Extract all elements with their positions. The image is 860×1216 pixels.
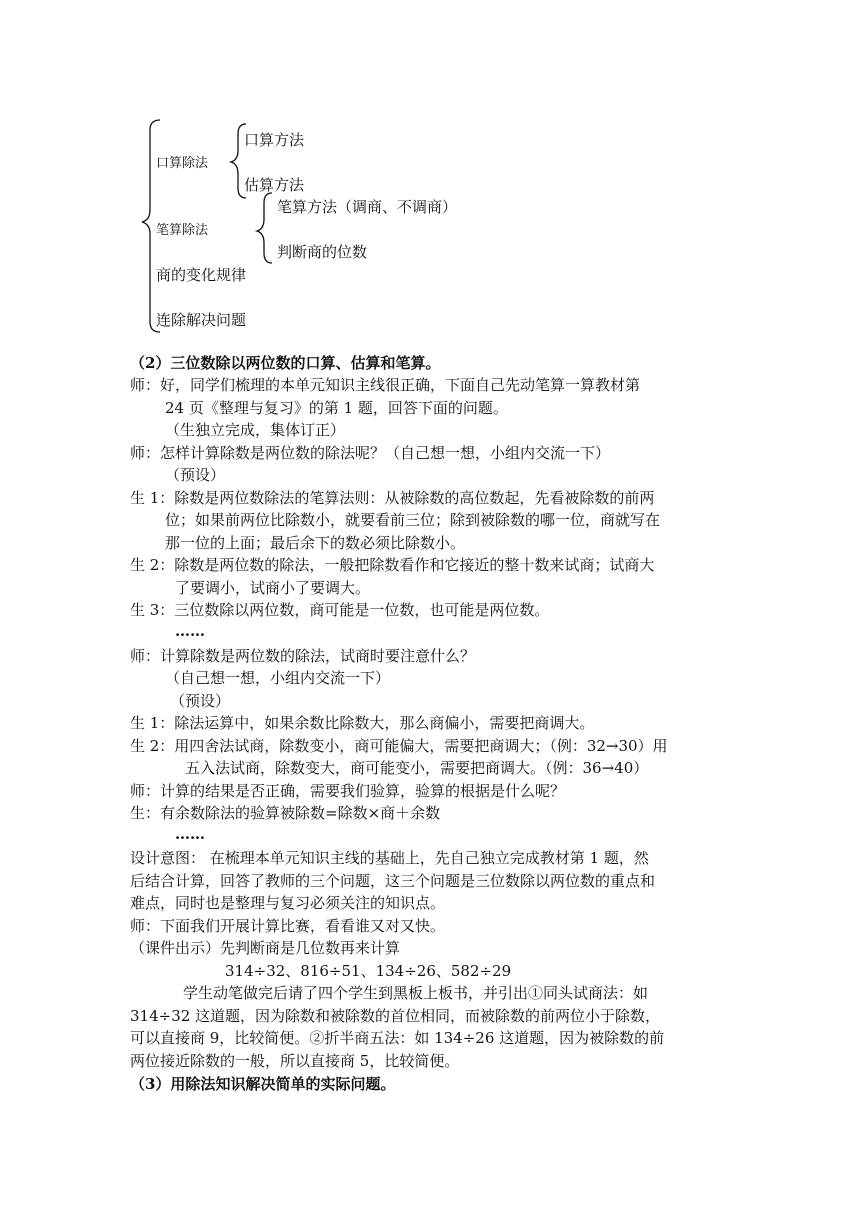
line-7: 位；如果前两位比除数小，就要看前三位；除到被除数的哪一位，商就写在 (165, 511, 661, 529)
line-12-ellipsis: …… (175, 622, 205, 640)
line-26: （课件出示）先判断商是几位数再来计算 (130, 939, 401, 957)
line-24: 难点，同时也是整理与复习必须关注的知识点。 (130, 894, 446, 912)
outline-oral-division: 口算除法 (156, 156, 209, 171)
line-6: 生 1：除数是两位数除法的笔算法则：从被除数的高位数起，先看被除数的前两 (130, 489, 655, 507)
line-31: 两位接近除数的一般，所以直接商 5，比较简便。 (130, 1052, 460, 1070)
line-17: 生 2：用四舍法试商，除数变小，商可能偏大，需要把商调大；（例：32→30）用 (130, 737, 668, 755)
line-28: 学生动笔做完后请了四个学生到黑板上板书，并引出①同头试商法：如 (183, 984, 649, 1002)
outline-written-division: 笔算除法 (156, 223, 209, 238)
line-11: 生 3：三位数除以两位数，商可能是一位数，也可能是两位数。 (130, 601, 550, 619)
line-3: （生独立完成，集体订正） (165, 421, 346, 439)
outline-quotient-rule: 商的变化规律 (156, 266, 247, 284)
outline-estimate-method: 估算方法 (244, 176, 305, 194)
outline-written-method: 笔算方法（调商、不调商） (277, 198, 458, 216)
line-30: 可以直接商 9，比较简便。②折半商五法：如 134÷26 这道题，因为被除数的前 (130, 1029, 665, 1047)
line-1: 师：好，同学们梳理的本单元知识主线很正确，下面自己先动笔算一算教材第 (130, 376, 641, 394)
outline-quotient-digits: 判断商的位数 (277, 243, 368, 261)
line-21-ellipsis: …… (175, 825, 205, 843)
section2-heading: （2）三位数除以两位数的口算、估算和笔算。 (130, 354, 441, 372)
line-5: （预设） (165, 466, 226, 484)
line-22: 设计意图： 在梳理本单元知识主线的基础上，先自己独立完成教材第 1 题，然 (130, 849, 649, 867)
line-10: 了要调小，试商小了要调大。 (175, 579, 371, 597)
line-20: 生：有余数除法的验算被除数=除数×商＋余数 (130, 804, 441, 822)
line-19: 师：计算的结果是否正确，需要我们验算，验算的根据是什么呢？ (130, 782, 566, 800)
line-15: （预设） (170, 692, 231, 710)
brace-written-division (257, 193, 272, 263)
line-16: 生 1：除法运算中，如果余数比除数大，那么商偏小，需要把商调大。 (130, 714, 595, 732)
line-18: 五入法试商，除数变大，商可能变小，需要把商调大。（例：36→40） (185, 759, 649, 777)
outline-oral-method: 口算方法 (244, 131, 305, 149)
line-23: 后结合计算，回答了教师的三个问题，这三个问题是三位数除以两位数的重点和 (130, 872, 656, 890)
section3-heading: （3）用除法知识解决简单的实际问题。 (130, 1075, 396, 1093)
line-8: 那一位的上面；最后余下的数必须比除数小。 (165, 534, 466, 552)
line-13: 师：计算除数是两位数的除法，试商时要注意什么？ (130, 647, 476, 665)
outline-continuous-division: 连除解决问题 (156, 311, 247, 329)
line-4: 师：怎样计算除数是两位数的除法呢？（自己想一想，小组内交流一下） (130, 444, 611, 462)
line-14: （自己想一想，小组内交流一下） (165, 669, 391, 687)
line-25: 师：下面我们开展计算比赛，看看谁又对又快。 (130, 917, 446, 935)
line-29: 314÷32 这道题，因为除数和被除数的首位相同，而被除数的前两位小于除数， (130, 1007, 661, 1025)
line-27-expressions: 314÷32、816÷51、134÷26、582÷29 (225, 962, 512, 980)
line-9: 生 2：除数是两位数的除法，一般把除数看作和它接近的整十数来试商；试商大 (130, 556, 655, 574)
line-2: 24 页《整理与复习》的第 1 题，回答下面的问题。 (165, 399, 508, 417)
